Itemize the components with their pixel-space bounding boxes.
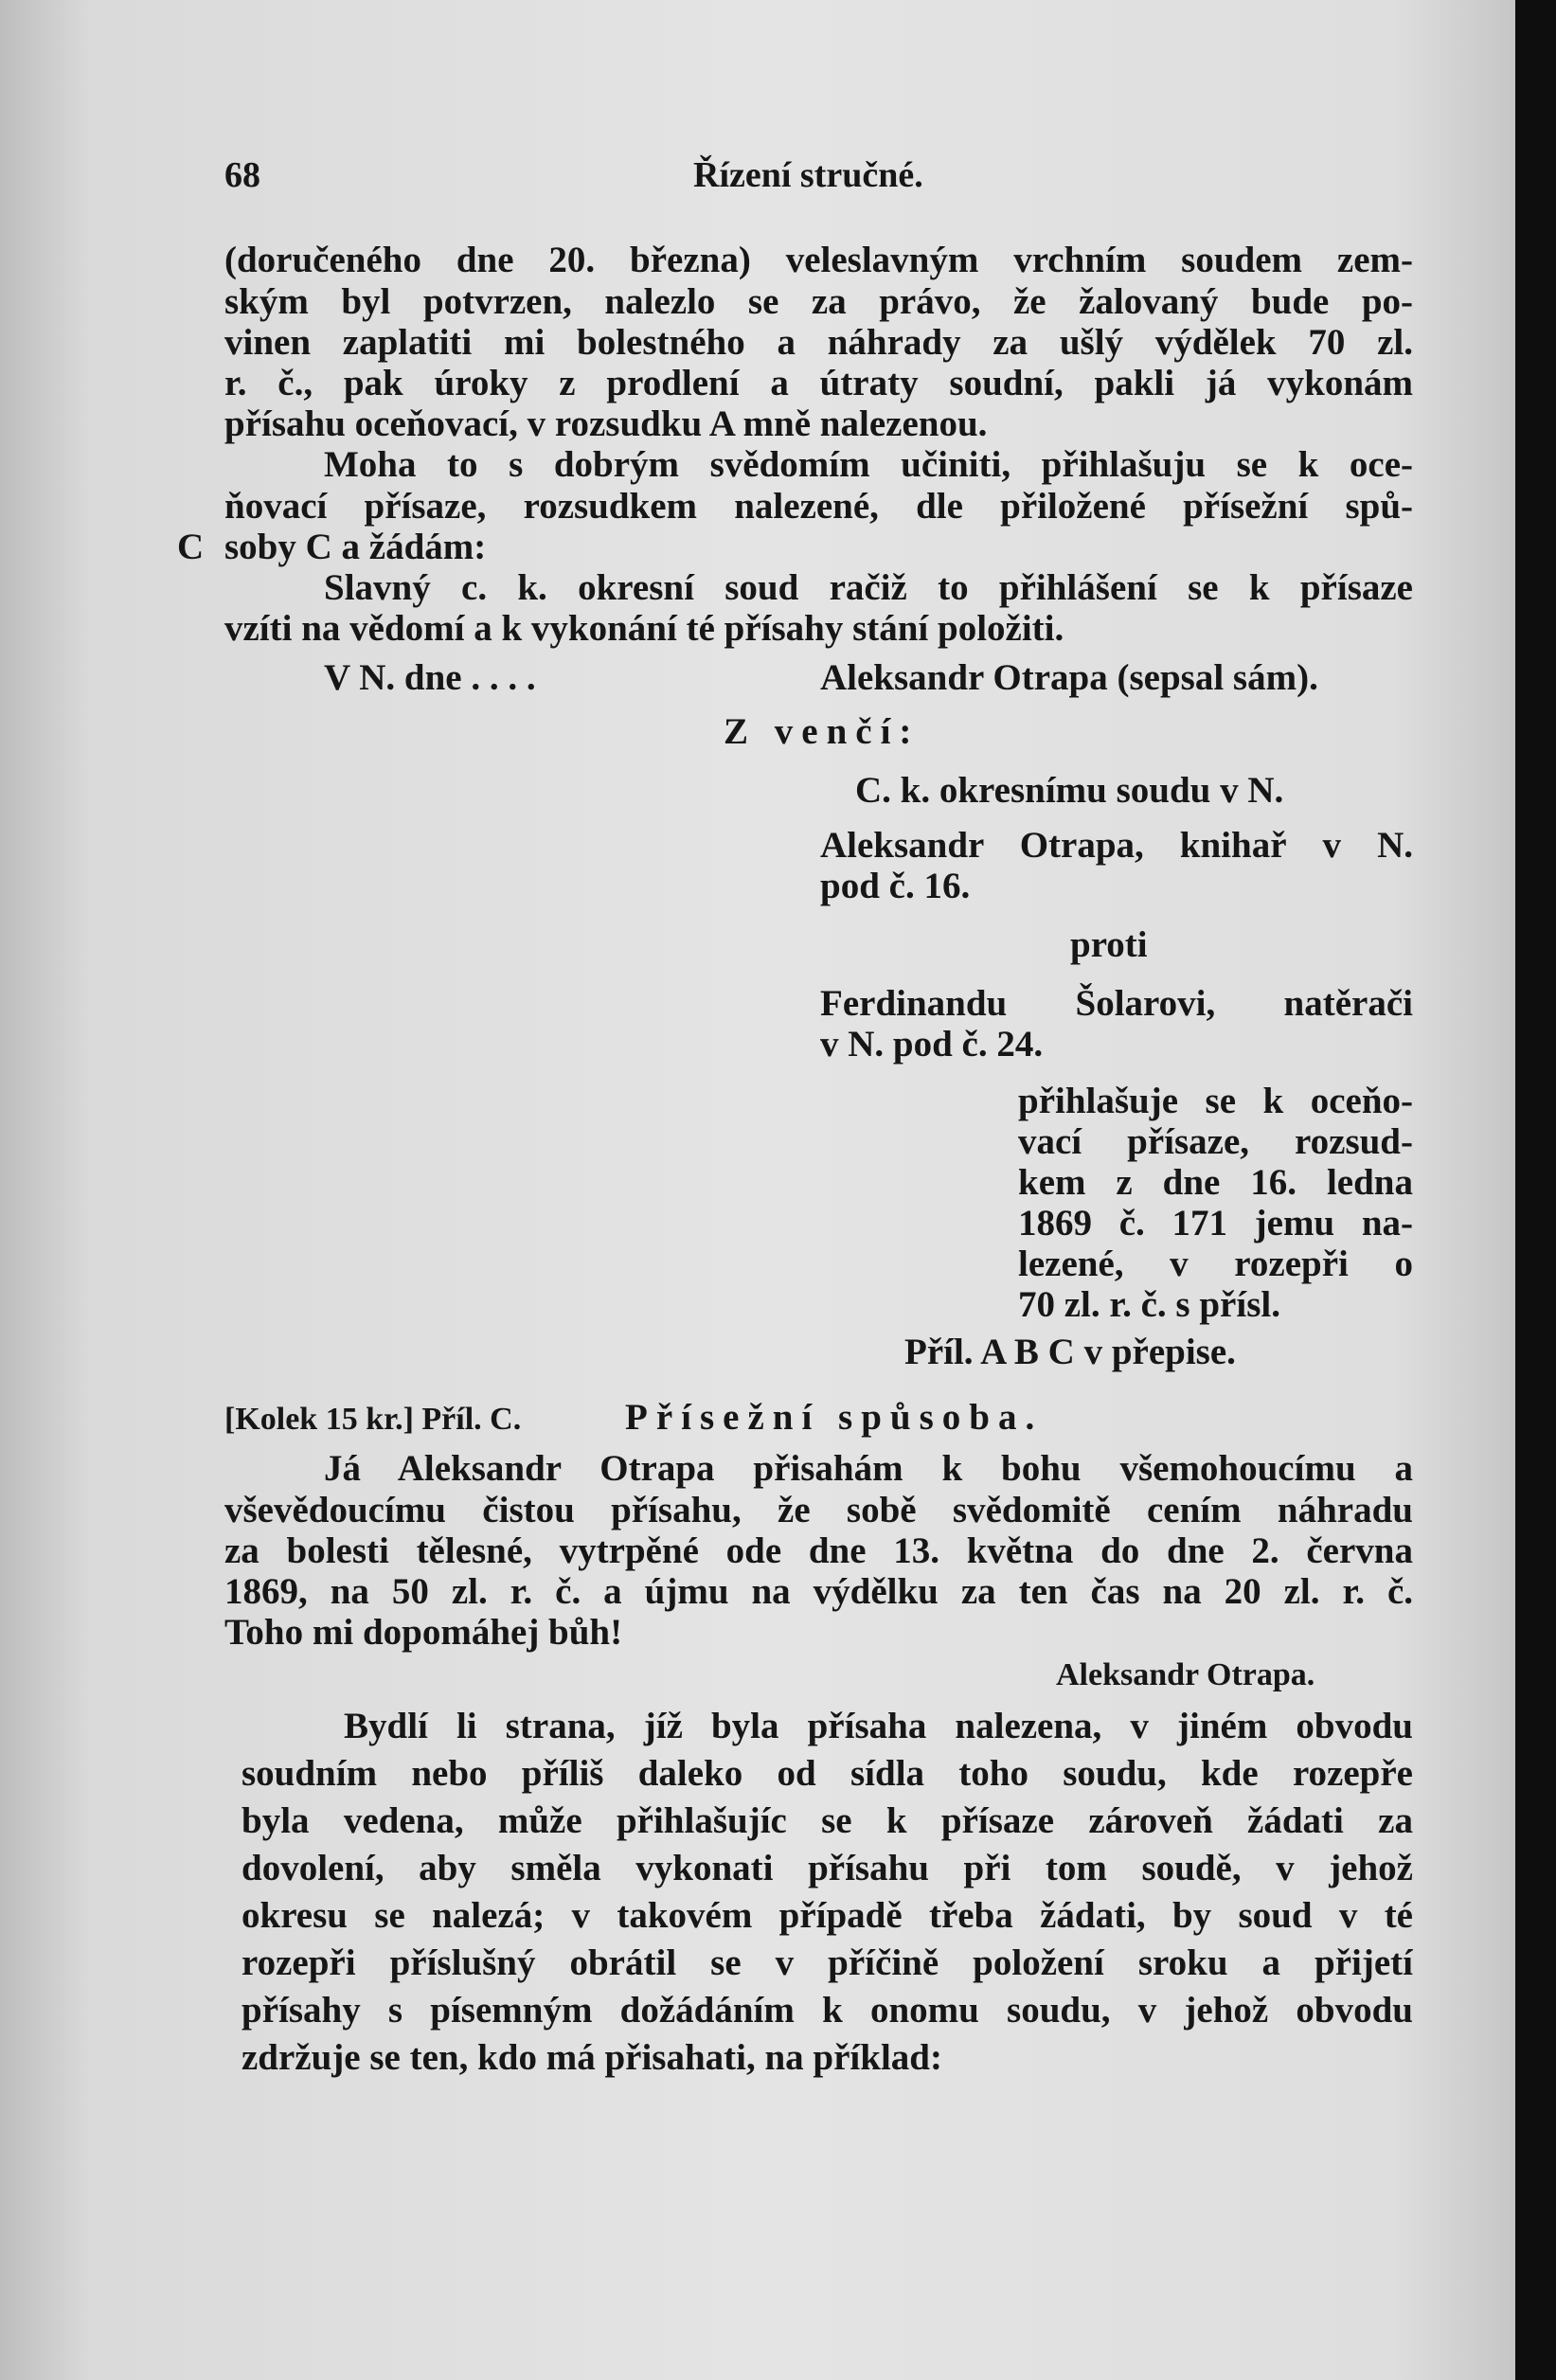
closing-line: soudním nebo příliš daleko od sídla toho soudu, kde rozepře xyxy=(241,1753,1413,1794)
summary-line: 70 zl. r. č. s přísl. xyxy=(1018,1284,1280,1325)
closing-line: přísahy s písemným dožádáním k onomu soudu, v jehož obvodu xyxy=(241,1990,1413,2031)
stamp-note: [Kolek 15 kr.] Příl. C. xyxy=(224,1402,522,1437)
defendant-line: v N. pod č. 24. xyxy=(820,1024,1044,1065)
oath-signature: Aleksandr Otrapa. xyxy=(1056,1657,1315,1692)
petition-line: (doručeného dne 20. března) veleslavným vrchním soudem zem- xyxy=(224,240,1413,280)
attachments-note: Příl. A B C v přepise. xyxy=(904,1332,1236,1372)
summary-line: lezené, v rozepři o xyxy=(1018,1244,1413,1284)
petition-line: přísahu oceňovací, v rozsudku A mně nalezenou. xyxy=(224,403,988,444)
outside-heading: Z venčí: xyxy=(724,711,921,752)
oath-line: Já Aleksandr Otrapa přisahám k bohu všemohoucímu a xyxy=(324,1448,1413,1489)
closing-line: dovolení, aby směla vykonati přísahu při tom soudě, v jehož xyxy=(241,1848,1413,1888)
closing-line: Bydlí li strana, jíž byla přísaha nalezena, v jiném obvodu xyxy=(344,1706,1413,1746)
closing-line: rozepři příslušný obrátil se v příčině položení sroku a přijetí xyxy=(241,1942,1413,1983)
petition-signature: Aleksandr Otrapa (sepsal sám). xyxy=(820,657,1318,698)
closing-line: zdržuje se ten, kdo má přisahati, na příklad: xyxy=(241,2037,942,2078)
petition-line: soby C a žádám: xyxy=(224,527,487,567)
court-address: C. k. okresnímu soudu v N. xyxy=(855,770,1284,811)
oath-line: za bolesti tělesné, vytrpěné ode dne 13. května do dne 2. června xyxy=(224,1530,1413,1571)
running-title: Řízení stručné. xyxy=(693,155,923,195)
closing-line: okresu se nalezá; v takovém případě třeba žádati, by soud v té xyxy=(241,1895,1413,1936)
petition-line: Moha to s dobrým svědomím učiniti, přihlašuju se k oce- xyxy=(324,444,1413,485)
summary-line: vací přísaze, rozsud- xyxy=(1018,1121,1413,1162)
summary-line: kem z dne 16. ledna xyxy=(1018,1162,1413,1203)
versus-label: proti xyxy=(1070,924,1148,965)
oath-line: vševědoucímu čistou přísahu, že sobě svědomitě cením náhradu xyxy=(224,1490,1413,1530)
page-number: 68 xyxy=(224,155,260,195)
petition-line: vinen zaplatiti mi bolestného a náhrady za ušlý výdělek 70 zl. xyxy=(224,322,1413,363)
petition-line: r. č., pak úroky z prodlení a útraty soudní, pakli já vykonám xyxy=(224,363,1413,403)
plaintiff-line: Aleksandr Otrapa, knihař v N. xyxy=(820,825,1413,866)
summary-line: přihlašuje se k oceňo- xyxy=(1018,1081,1413,1121)
place-date: V N. dne . . . . xyxy=(324,657,536,698)
oath-line: 1869, na 50 zl. r. č. a újmu na výdělku za ten čas na 20 zl. r. č. xyxy=(224,1571,1413,1612)
scan-edge xyxy=(1515,0,1556,2380)
plaintiff-line: pod č. 16. xyxy=(820,866,971,906)
petition-line: vzíti na vědomí a k vykonání té přísahy stání položiti. xyxy=(224,608,1064,649)
oath-title: Přísežní spůsoba. xyxy=(625,1397,1044,1438)
summary-line: 1869 č. 171 jemu na- xyxy=(1018,1203,1413,1244)
petition-line: ňovací přísaze, rozsudkem nalezené, dle přiložené přísežní spů- xyxy=(224,486,1413,527)
defendant-line: Ferdinandu Šolarovi, natěrači xyxy=(820,983,1413,1024)
margin-note: C xyxy=(177,527,205,567)
petition-line: Slavný c. k. okresní soud račiž to přihlášení se k přísaze xyxy=(324,567,1413,608)
petition-line: ským byl potvrzen, nalezlo se za právo, že žalovaný bude po- xyxy=(224,281,1413,322)
closing-line: byla vedena, může přihlašujíc se k přísaze zároveň žádati za xyxy=(241,1800,1413,1841)
oath-line: Toho mi dopomáhej bůh! xyxy=(224,1612,623,1653)
